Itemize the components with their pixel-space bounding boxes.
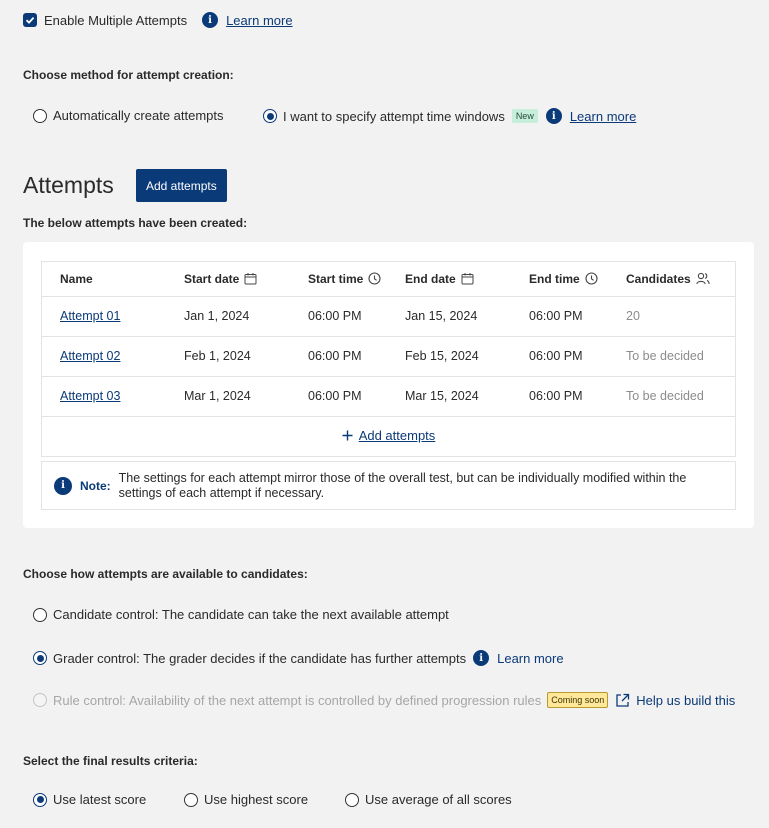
method-auto-label: Automatically create attempts bbox=[53, 108, 224, 123]
grader-control-radio[interactable] bbox=[33, 651, 47, 665]
note-label: Note: bbox=[80, 478, 111, 493]
col-candidates: Candidates bbox=[608, 262, 735, 296]
results-option-highest[interactable] bbox=[184, 792, 308, 807]
method-auto-radio[interactable] bbox=[33, 109, 47, 123]
col-end-date: End date bbox=[387, 262, 511, 296]
users-icon bbox=[696, 272, 710, 285]
add-attempts-row bbox=[42, 416, 735, 456]
table-header-row bbox=[42, 262, 735, 296]
col-end-time: End time bbox=[511, 262, 608, 296]
rule-control-radio bbox=[33, 693, 47, 707]
clock-icon bbox=[585, 272, 598, 285]
enable-multiple-attempts-checkbox[interactable] bbox=[23, 13, 37, 27]
note-text: The settings for each attempt mirror those of the overall test, but can be individually modified within the settings of each attempt if necessary. bbox=[118, 470, 687, 500]
coming-soon-badge: Coming soon bbox=[547, 692, 608, 708]
end-date-cell: Jan 15, 2024 bbox=[387, 296, 511, 336]
attempt-name-link[interactable]: Attempt 01 bbox=[42, 296, 166, 336]
availability-option-candidate[interactable] bbox=[33, 607, 449, 622]
calendar-icon bbox=[461, 272, 474, 285]
learn-more-link[interactable]: Learn more bbox=[226, 12, 293, 28]
availability-option-grader[interactable] bbox=[33, 650, 564, 666]
info-icon: i bbox=[54, 477, 72, 495]
results-option-average[interactable] bbox=[345, 792, 512, 807]
end-date-cell: Feb 15, 2024 bbox=[387, 336, 511, 376]
method-option-specify[interactable] bbox=[263, 108, 636, 124]
clock-icon bbox=[368, 272, 381, 285]
table-row bbox=[42, 336, 735, 376]
start-time-cell: 06:00 PM bbox=[290, 336, 387, 376]
enable-multiple-attempts-label: Enable Multiple Attempts bbox=[44, 12, 188, 28]
attempts-table-wrapper bbox=[41, 261, 736, 457]
start-time-cell: 06:00 PM bbox=[290, 296, 387, 336]
results-option-latest[interactable] bbox=[33, 792, 146, 807]
attempt-name-link[interactable]: Attempt 03 bbox=[42, 376, 166, 416]
attempts-card bbox=[23, 242, 754, 528]
col-name: Name bbox=[60, 271, 93, 286]
grader-learn-more-link[interactable]: Learn more bbox=[497, 650, 564, 666]
note-box bbox=[41, 461, 736, 510]
external-link-icon[interactable] bbox=[615, 693, 630, 708]
availability-heading: Choose how attempts are available to candidates: bbox=[23, 567, 308, 581]
table-row bbox=[42, 296, 735, 336]
enable-multiple-attempts bbox=[23, 12, 293, 28]
rule-control-label: Rule control: Availability of the next attempt is controlled by defined progression rules bbox=[53, 692, 542, 708]
candidates-cell: To be decided bbox=[608, 336, 735, 376]
highest-score-label: Use highest score bbox=[204, 792, 309, 807]
start-date-cell: Jan 1, 2024 bbox=[166, 296, 290, 336]
highest-score-radio[interactable] bbox=[184, 793, 198, 807]
start-date-cell: Feb 1, 2024 bbox=[166, 336, 290, 376]
col-start-date: Start date bbox=[166, 262, 290, 296]
start-date-cell: Mar 1, 2024 bbox=[166, 376, 290, 416]
average-score-label: Use average of all scores bbox=[365, 792, 512, 807]
candidate-control-radio[interactable] bbox=[33, 608, 47, 622]
table-row bbox=[42, 376, 735, 416]
method-specify-radio[interactable] bbox=[263, 109, 277, 123]
attempts-table bbox=[42, 262, 735, 456]
candidate-control-label: Candidate control: The candidate can take the next available attempt bbox=[53, 607, 449, 622]
start-time-cell: 06:00 PM bbox=[290, 376, 387, 416]
end-date-cell: Mar 15, 2024 bbox=[387, 376, 511, 416]
candidates-cell: 20 bbox=[608, 296, 735, 336]
grader-control-label: Grader control: The grader decides if the candidate has further attempts bbox=[53, 650, 467, 666]
help-us-build-link[interactable]: Help us build this bbox=[636, 692, 736, 708]
end-time-cell: 06:00 PM bbox=[511, 336, 608, 376]
candidates-cell: To be decided bbox=[608, 376, 735, 416]
method-heading: Choose method for attempt creation: bbox=[23, 68, 234, 82]
results-heading: Select the final results criteria: bbox=[23, 754, 198, 768]
latest-score-label: Use latest score bbox=[53, 792, 147, 807]
add-attempts-link[interactable]: Add attempts bbox=[342, 428, 436, 443]
attempt-name-link[interactable]: Attempt 02 bbox=[42, 336, 166, 376]
attempts-subheading: The below attempts have been created: bbox=[23, 216, 248, 230]
plus-icon bbox=[342, 430, 353, 441]
method-option-auto[interactable] bbox=[33, 108, 224, 123]
method-learn-more-link[interactable]: Learn more bbox=[569, 108, 637, 124]
info-icon[interactable]: i bbox=[546, 108, 562, 124]
latest-score-radio[interactable] bbox=[33, 793, 47, 807]
availability-option-rule bbox=[33, 692, 735, 708]
info-icon[interactable]: i bbox=[473, 650, 489, 666]
col-start-time: Start time bbox=[290, 262, 387, 296]
calendar-icon bbox=[244, 272, 257, 285]
method-specify-label: I want to specify attempt time windows bbox=[283, 108, 505, 124]
checkmark-icon bbox=[25, 15, 35, 25]
end-time-cell: 06:00 PM bbox=[511, 376, 608, 416]
attempts-title: Attempts bbox=[23, 172, 114, 198]
add-attempts-button[interactable]: Add attempts bbox=[136, 169, 227, 202]
average-score-radio[interactable] bbox=[345, 793, 359, 807]
new-badge: New bbox=[512, 109, 538, 123]
end-time-cell: 06:00 PM bbox=[511, 296, 608, 336]
info-icon[interactable]: i bbox=[202, 12, 218, 28]
